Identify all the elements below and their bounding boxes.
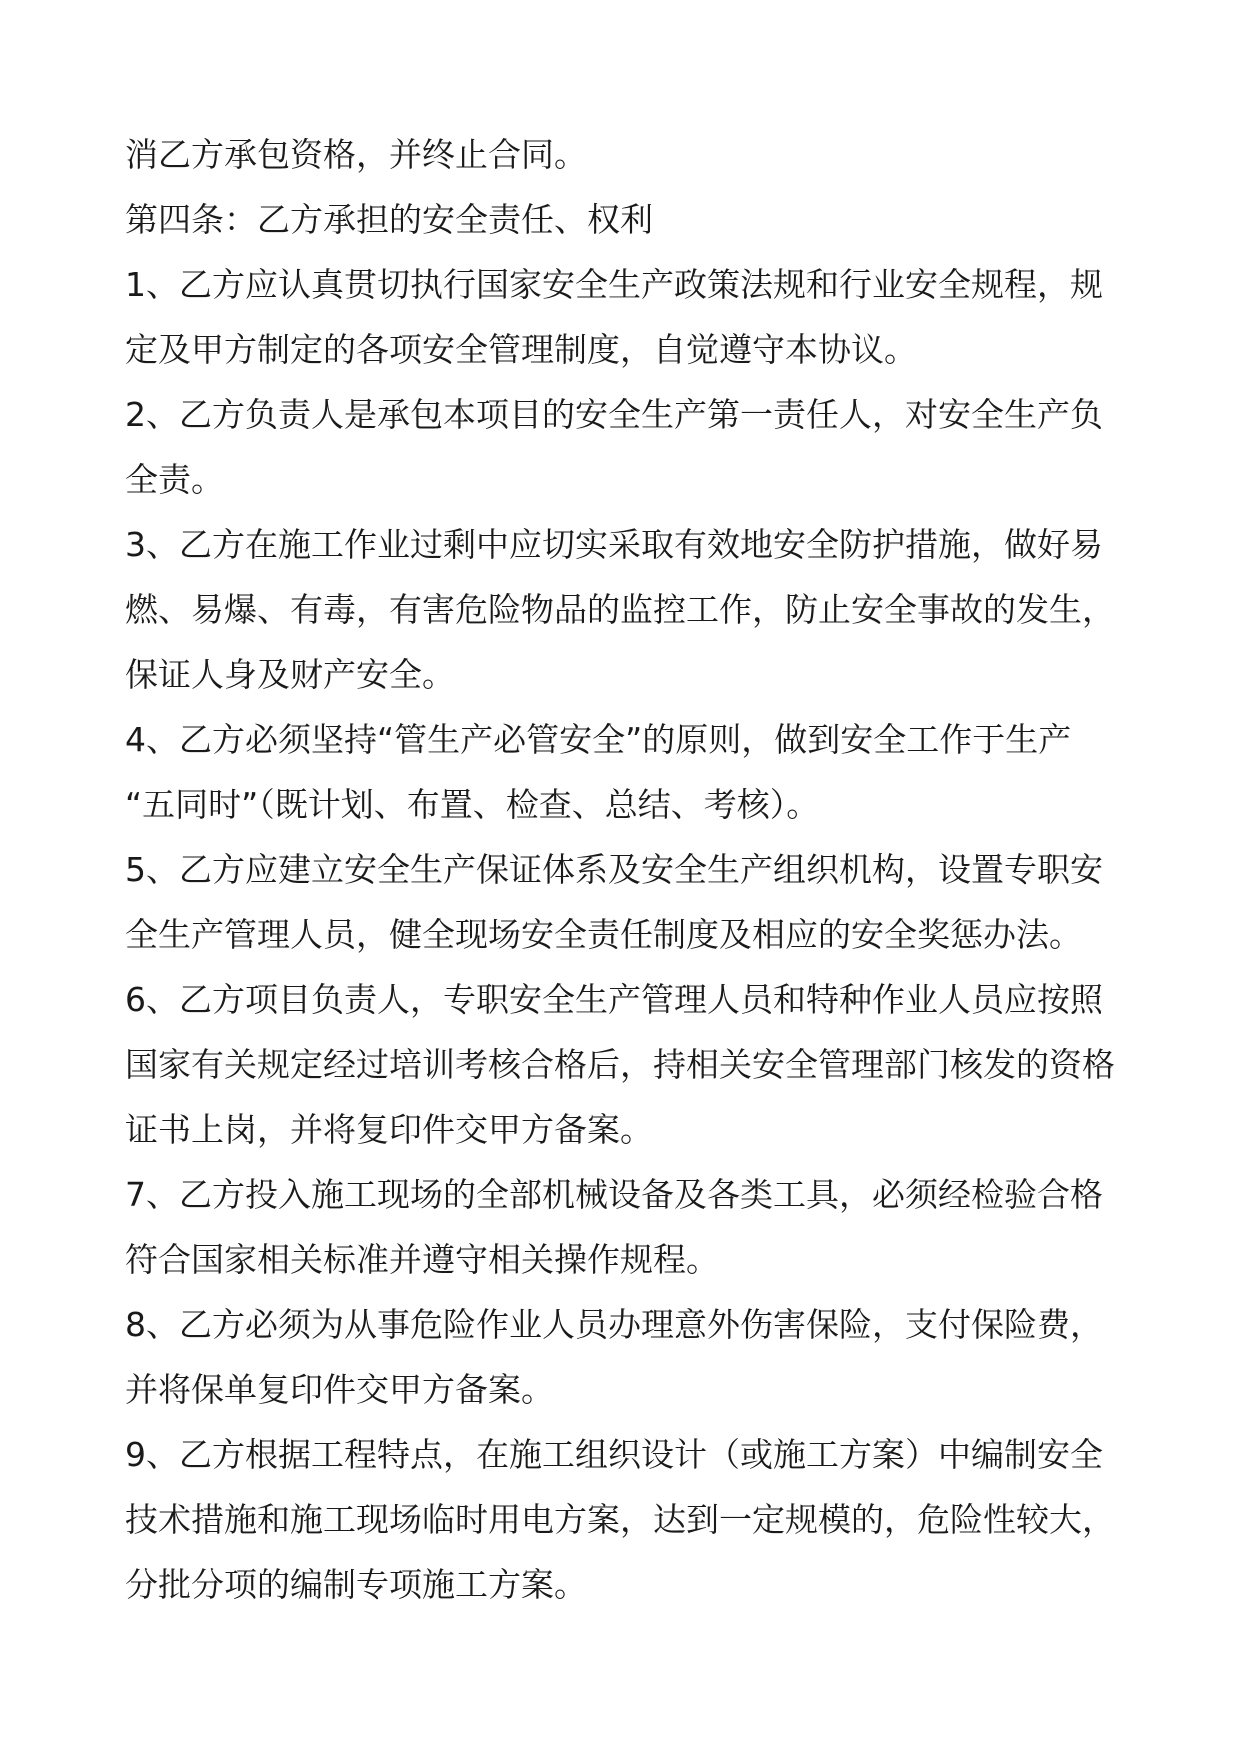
- text-line: 2、乙方负责人是承包本项目的安全生产第一责任人，对安全生产负: [125, 395, 1103, 434]
- text-line: 6、乙方项目负责人，专职安全生产管理人员和特种作业人员应按照: [125, 980, 1103, 1019]
- text-line: “五同时”（既计划、布置、检查、总结、考核）。: [125, 785, 820, 824]
- text-line: 证书上岗，并将复印件交甲方备案。: [125, 1110, 653, 1149]
- text-line: 符合国家相关标准并遵守相关操作规程。: [125, 1240, 719, 1279]
- text-line: 4、乙方必须坚持“管生产必管安全”的原则，做到安全工作于生产: [125, 720, 1072, 759]
- text-line: 1、乙方应认真贯切执行国家安全生产政策法规和行业安全规程，规: [125, 265, 1103, 304]
- text-line: 5、乙方应建立安全生产保证体系及安全生产组织机构，设置专职安: [125, 850, 1103, 889]
- text-line: 国家有关规定经过培训考核合格后，持相关安全管理部门核发的资格: [125, 1045, 1115, 1084]
- text-line: 分批分项的编制专项施工方案。: [125, 1565, 587, 1604]
- text-line: 技术措施和施工现场临时用电方案，达到一定规模的，危险性较大，: [125, 1500, 1115, 1539]
- section-heading: 第四条：乙方承担的安全责任、权利: [125, 200, 653, 239]
- text-line: 消乙方承包资格，并终止合同。: [125, 135, 587, 174]
- text-line: 9、乙方根据工程特点，在施工组织设计（或施工方案）中编制安全: [125, 1435, 1103, 1474]
- text-line: 7、乙方投入施工现场的全部机械设备及各类工具，必须经检验合格: [125, 1175, 1103, 1214]
- text-line: 全生产管理人员，健全现场安全责任制度及相应的安全奖惩办法。: [125, 915, 1082, 954]
- text-line: 8、乙方必须为从事危险作业人员办理意外伤害保险，支付保险费，: [125, 1305, 1103, 1344]
- text-line: 保证人身及财产安全。: [125, 655, 455, 694]
- text-line: 并将保单复印件交甲方备案。: [125, 1370, 554, 1409]
- text-line: 全责。: [125, 460, 224, 499]
- text-line: 3、乙方在施工作业过剩中应切实采取有效地安全防护措施，做好易: [125, 525, 1103, 564]
- text-line: 燃、易爆、有毒，有害危险物品的监控工作，防止安全事故的发生，: [125, 590, 1115, 629]
- text-line: 定及甲方制定的各项安全管理制度，自觉遵守本协议。: [125, 330, 917, 369]
